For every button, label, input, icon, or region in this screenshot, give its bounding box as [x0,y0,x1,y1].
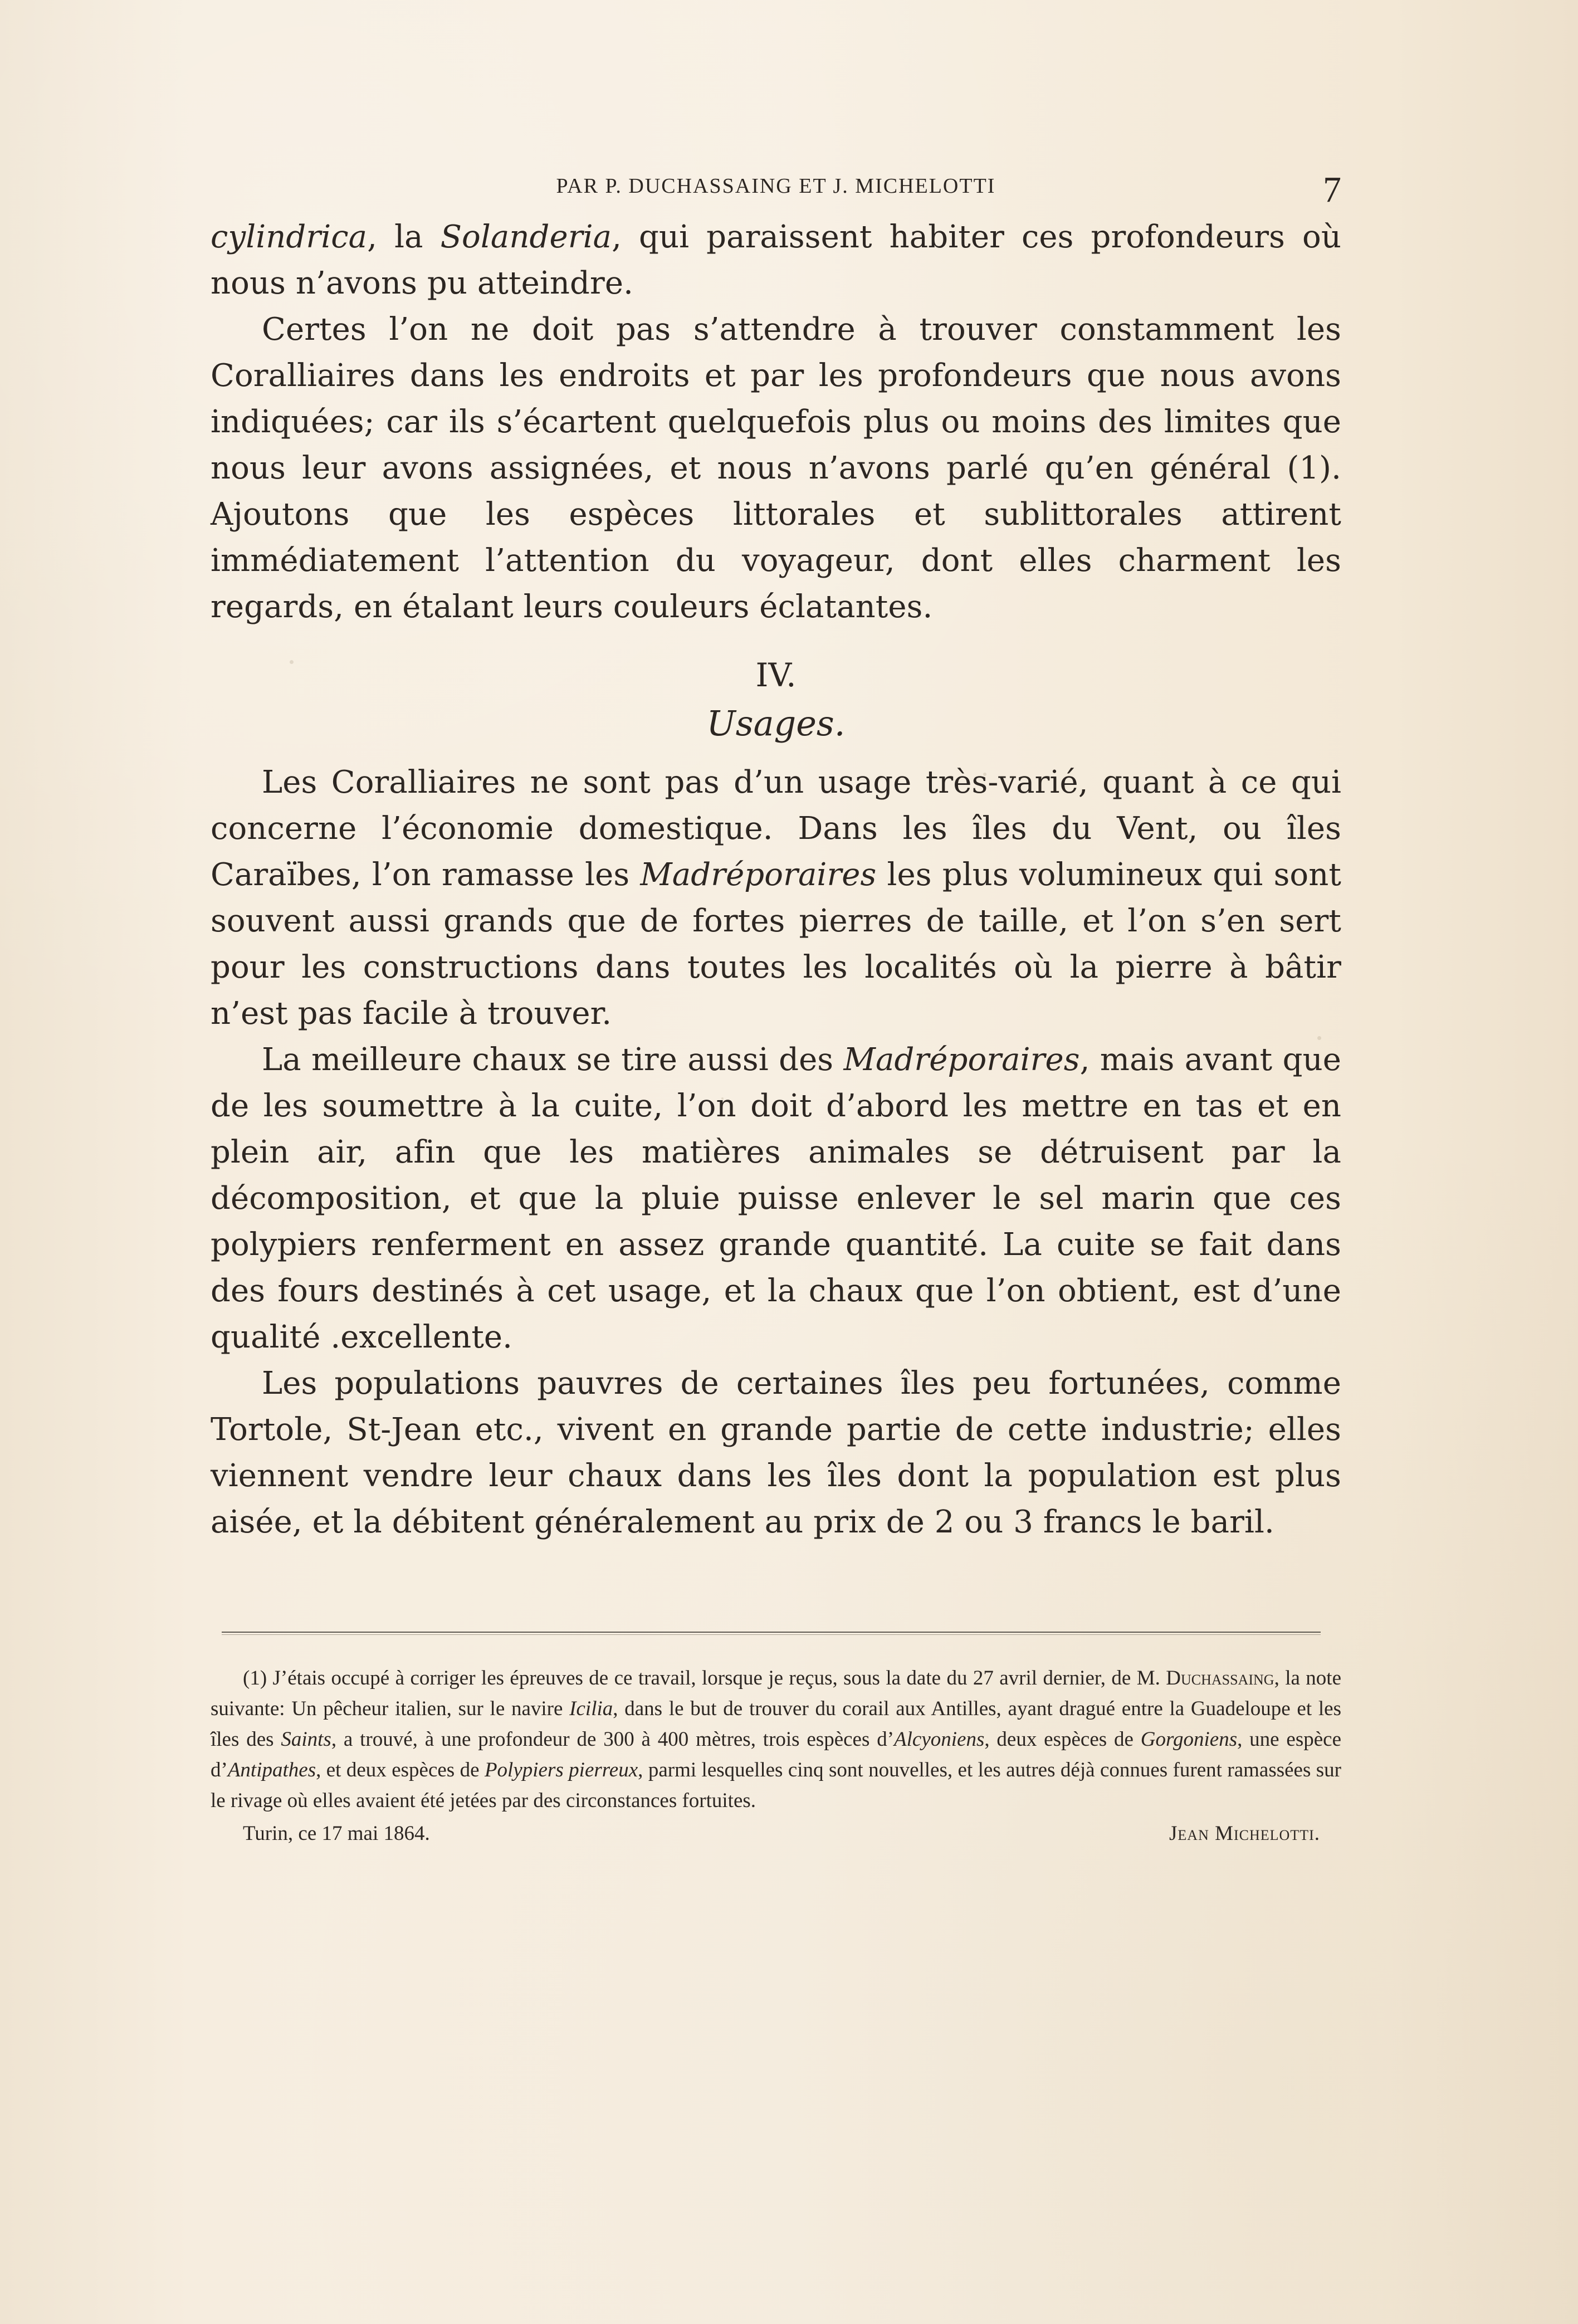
page-header [211,169,1341,210]
paragraph-text: La meilleure chaux se tire aussi des [262,1042,844,1078]
species-name-cylindrica: cylindrica [211,219,368,255]
signature: Jean Michelotti. [1169,1822,1320,1845]
paragraph-text: les plus volumineux qui sont souvent aussi grands que de fortes pierres de taille, et l’on s’en sert pour les constructions dans toutes les localités où la pierre à bâtir n’est pas facile à trouver. [211,857,1341,1032]
footnote-author: Duchassaing [1166,1667,1274,1690]
paragraph-continuation [211,214,1341,306]
paragraph-text: , qui paraissent habiter ces profondeurs où nous n’avons pu atteindre. [211,219,1341,301]
paragraph-text: , mais avant que de les soumettre à la cuite, l’on doit d’abord les mettre en tas et en plein air, afin que les matières animales se détruisent par la décomposition, et que la pluie puisse enlever le sel marin que ces polypiers renferment en assez grande quantité. La cuite se fait dans des fours destinés à cet usage, et la chaux que l’on obtient, est d’une qualité .excellente. [211,1042,1341,1355]
taxon-name: Polypiers pierreux [484,1759,638,1781]
paragraph-usage-construction [211,759,1341,1037]
species-name-solanderia: Solanderia [440,219,612,255]
taxon-name: Gorgoniens [1140,1728,1238,1751]
footnote-text-part: , une espèce d’ [211,1728,1342,1781]
footnote-rule [222,1632,1321,1633]
paragraph-lime-trade: Les populations pauvres de certaines îles peu fortunées, comme Tortole, St-Jean etc., vivent en grande partie de cette industrie; elles viennent vendre leur chaux dans les îles dont la population est plus aisée, et la débitent généralement au prix de 2 ou 3 francs le baril. [211,1365,1341,1540]
paragraph-text: Les Coralliaires ne sont pas d’un usage très-varié, quant à ce qui concerne l’économie domestique. Dans les îles du Vent, ou îles Caraïbes, l’on ramasse les [211,764,1341,893]
taxon-name: Antipathes [227,1759,316,1781]
paragraph-depth-limits: Certes l’on ne doit pas s’attendre à trouver constamment les Coralliaires dans les endroits et par les profondeurs que nous avons indiquées; car ils s’écartent quelquefois plus ou moins des limites que nous leur avons assignées, et nous n’avons parlé qu’en général (1). Ajoutons que les espèces littorales et sublittorales attirent immédiatement l’attention du voyageur, dont elles charment les regards, en étalant leurs couleurs éclatantes. [211,311,1341,625]
footnote-text-part: , la note suivante: Un pêcheur italien, sur le navire [211,1667,1342,1720]
footnote-text-part: , parmi lesquelles cinq sont nouvelles, et les autres déjà connues furent ramassées sur le rivage où elles avaient été jetées par des circonstances fortuites. [211,1759,1341,1812]
footnote-text-part: , deux espèces de [984,1728,1141,1751]
running-head: PAR P. DUCHASSAING ET J. MICHELOTTI [556,174,996,198]
footnote-signature-line [211,1818,1341,1851]
taxon-name: Alcyoniens [894,1728,985,1751]
paragraph-lime-production [211,1037,1341,1360]
island-name: Saints [281,1728,331,1751]
italic-term-madreporaires: Madréporaires [843,1042,1080,1078]
footnote-text-part: , a trouvé, à une profondeur de 300 à 400 mètres, trois espèces d’ [331,1728,895,1751]
footnote [211,1663,1341,1851]
footnote-rule-thin [222,1634,1321,1635]
footnote-text-part: , et deux espèces de [316,1759,485,1781]
ship-name: Icilia [569,1697,613,1720]
place-date: Turin, ce 17 mai 1864. [243,1822,430,1845]
main-text [211,214,1341,1579]
footnote-text-part: , dans le but de trouver du corail aux Antilles, ayant dragué entre la Guadeloupe et les îles des [211,1697,1341,1751]
section-title: Usages. [706,703,846,744]
page-number: 7 [1323,169,1341,210]
footnote-text-part: (1) J’étais occupé à corriger les épreuves de ce travail, lorsque je reçus, sous la date du 27 avril dernier, de M. [243,1667,1166,1690]
footnote-text [211,1663,1341,1816]
paragraph-text: , la [367,219,441,255]
italic-term-madreporaires: Madréporaires [640,857,877,893]
section-number: IV. [755,656,797,694]
